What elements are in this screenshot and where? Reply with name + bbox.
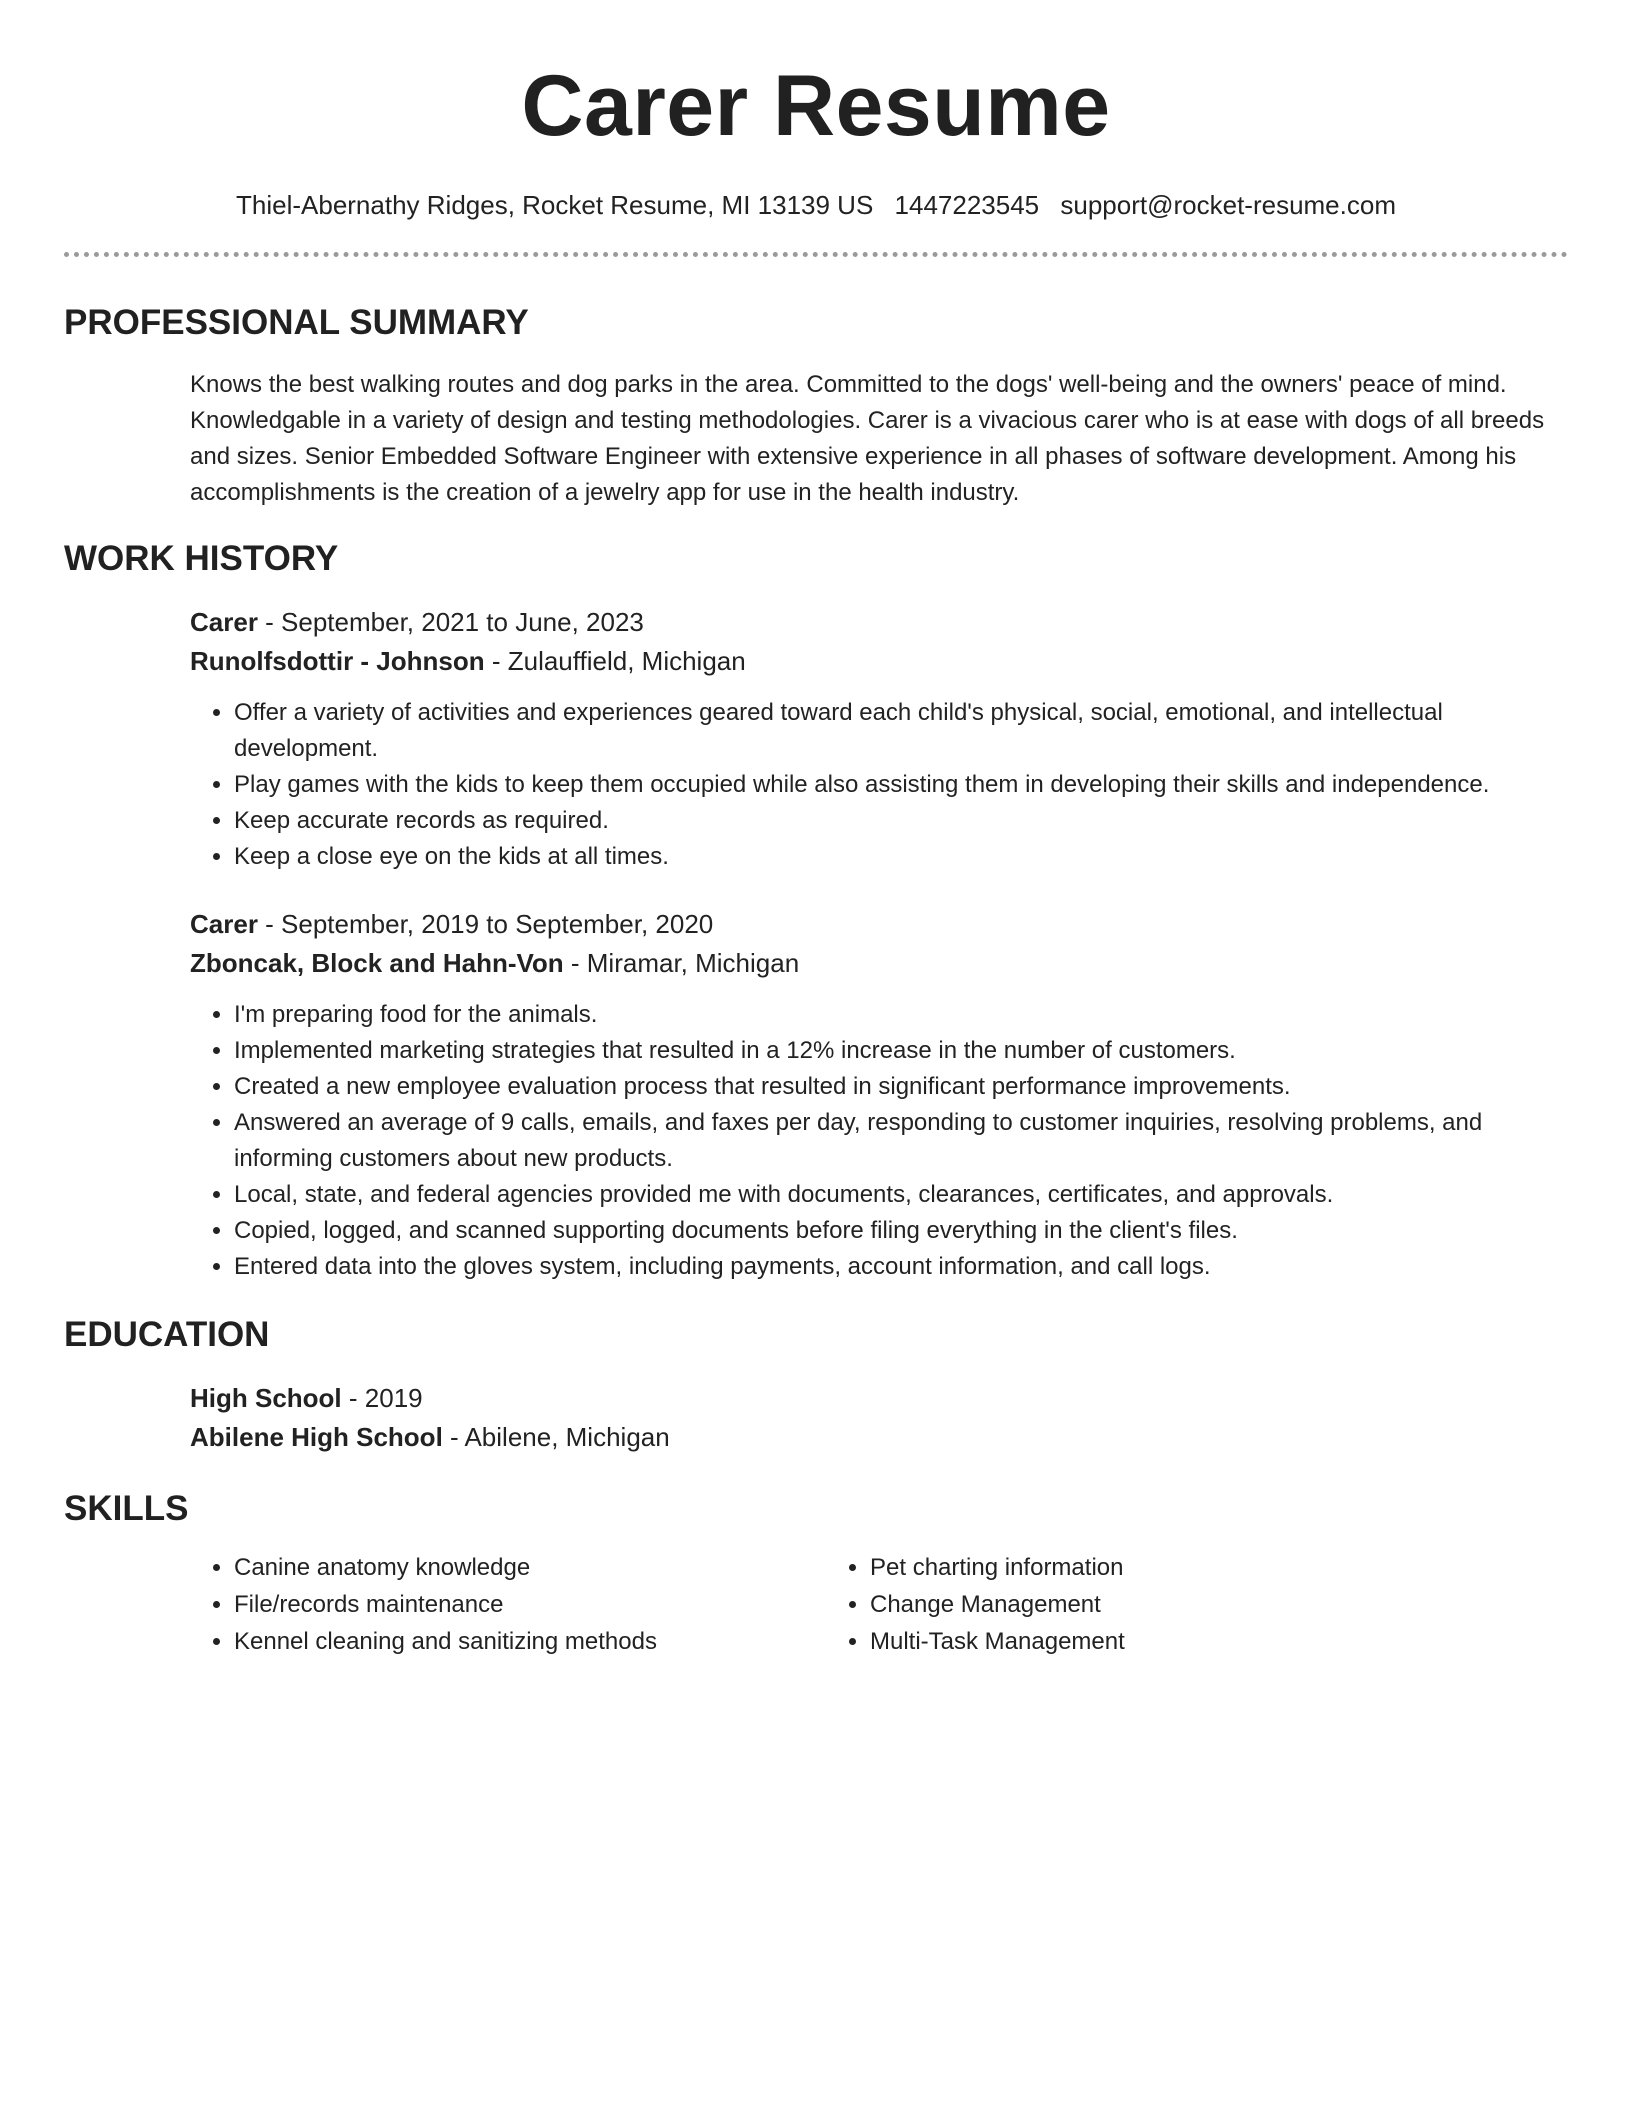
- job-dates: - September, 2019 to September, 2020: [257, 909, 714, 939]
- skills-column-left: [190, 1549, 826, 1660]
- contact-line: [64, 188, 1568, 222]
- list-item: • File/records maintenance: [234, 1586, 826, 1623]
- list-item: • Created a new employee evaluation process that resulted in significant performance improvements.: [234, 1069, 1568, 1105]
- contact-address: Thiel-Abernathy Ridges, Rocket Resume, MI 13139 US: [236, 190, 874, 220]
- job-role: Carer: [190, 607, 258, 637]
- section-title-skills: SKILLS: [64, 1489, 189, 1528]
- education-degree: High School: [190, 1383, 342, 1413]
- job-company: Zboncak, Block and Hahn-Von: [190, 948, 564, 978]
- education-school: Abilene High School: [190, 1422, 443, 1452]
- resume-title: Carer Resume: [521, 58, 1111, 154]
- summary-text: Knows the best walking routes and dog parks in the area. Committed to the dogs' well-being and the owners' peace of mind. Knowledgable in a variety of design and testing methodologies. Carer is a vivacious carer who is at ease with dogs of all breeds and sizes. Senior Embedded Software Engineer with extensive experience in all phases of software development. Among his accomplishments is the creation of a jewelry app for use in the health industry.: [190, 371, 1545, 506]
- section-work-history: [64, 537, 1568, 1285]
- list-item: • Kennel cleaning and sanitizing methods: [234, 1623, 826, 1660]
- list-item: • Pet charting information: [870, 1549, 1446, 1586]
- list-item: • Keep accurate records as required.: [234, 803, 1568, 839]
- list-item: • Offer a variety of activities and experiences geared toward each child's physical, social, emotional, and intellectual development.: [234, 695, 1568, 767]
- job-company: Runolfsdottir - Johnson: [190, 646, 485, 676]
- job-role-line: [190, 905, 1568, 944]
- job-location: - Zulauffield, Michigan: [484, 646, 746, 676]
- contact-email: support@rocket-resume.com: [1060, 190, 1396, 220]
- section-professional-summary: [64, 301, 1568, 511]
- list-item: • Change Management: [870, 1586, 1446, 1623]
- section-title-summary: PROFESSIONAL SUMMARY: [64, 303, 529, 342]
- job-entry: [190, 905, 1568, 1285]
- education-school-line: [190, 1418, 1568, 1457]
- job-location: - Miramar, Michigan: [563, 948, 800, 978]
- section-skills: [64, 1487, 1568, 1660]
- list-item: • Keep a close eye on the kids at all times.: [234, 839, 1568, 875]
- education-entry: [190, 1379, 1568, 1457]
- list-item: • Copied, logged, and scanned supporting documents before filing everything in the client's files.: [234, 1213, 1568, 1249]
- list-item: • Canine anatomy knowledge: [234, 1549, 826, 1586]
- job-company-line: [190, 944, 1568, 983]
- education-location: - Abilene, Michigan: [442, 1422, 670, 1452]
- header-divider: [64, 252, 1568, 257]
- resume-header: [64, 0, 1568, 222]
- contact-phone: 1447223545: [894, 190, 1040, 220]
- job-company-line: [190, 642, 1568, 681]
- list-item: • Multi-Task Management: [870, 1623, 1446, 1660]
- education-year: - 2019: [341, 1383, 423, 1413]
- skills-columns: [190, 1549, 1568, 1660]
- job-entry: [190, 603, 1568, 875]
- education-degree-line: [190, 1379, 1568, 1418]
- job-bullets: [190, 997, 1568, 1285]
- section-education: [64, 1313, 1568, 1457]
- skills-column-right: [826, 1549, 1446, 1660]
- list-item: • Local, state, and federal agencies provided me with documents, clearances, certificates, and approvals.: [234, 1177, 1568, 1213]
- job-role-line: [190, 603, 1568, 642]
- list-item: • I'm preparing food for the animals.: [234, 997, 1568, 1033]
- section-title-education: EDUCATION: [64, 1315, 270, 1354]
- job-dates: - September, 2021 to June, 2023: [257, 607, 644, 637]
- list-item: • Play games with the kids to keep them occupied while also assisting them in developing their skills and independence.: [234, 767, 1568, 803]
- list-item: • Entered data into the gloves system, including payments, account information, and call logs.: [234, 1249, 1568, 1285]
- list-item: • Answered an average of 9 calls, emails, and faxes per day, responding to customer inquiries, resolving problems, and informing customers about new products.: [234, 1105, 1568, 1177]
- job-bullets: [190, 695, 1568, 875]
- job-role: Carer: [190, 909, 258, 939]
- list-item: • Implemented marketing strategies that resulted in a 12% increase in the number of customers.: [234, 1033, 1568, 1069]
- section-title-work: WORK HISTORY: [64, 539, 339, 578]
